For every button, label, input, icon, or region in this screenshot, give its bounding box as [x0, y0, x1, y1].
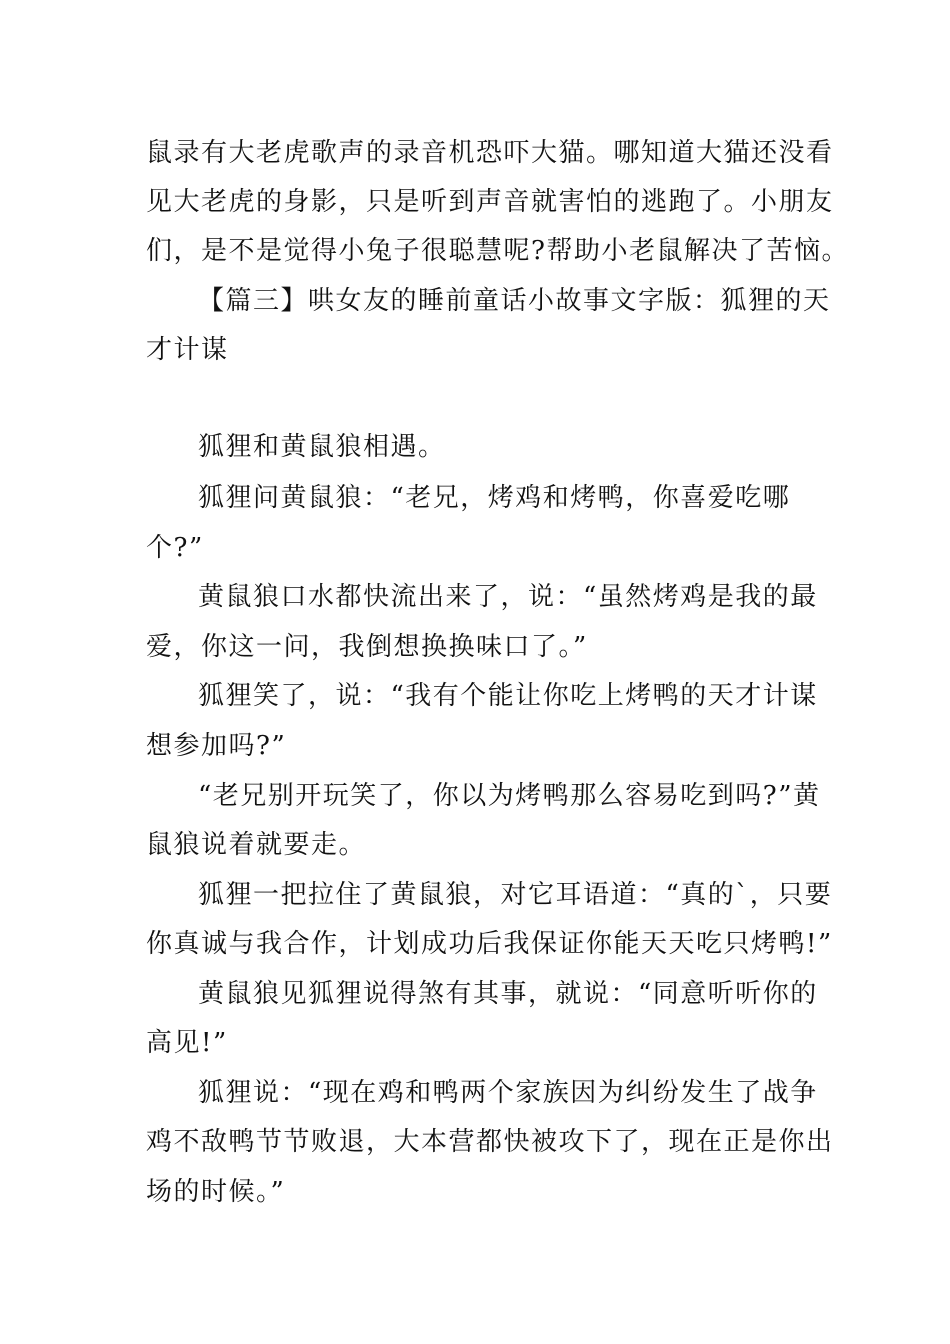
paragraph-line: 爱，你这一问，我倒想换换味口了。” [146, 632, 588, 662]
paragraph-line: 狐狸一把拉住了黄鼠狼，对它耳语道：“真的`，只要 [198, 880, 833, 910]
paragraph-line: 狐狸和黄鼠狼相遇。 [198, 432, 446, 462]
paragraph-line: 鼠狼说着就要走。 [146, 830, 367, 860]
paragraph-line: 个?” [146, 533, 204, 563]
section-heading-continuation: 才计谋 [146, 335, 229, 365]
paragraph-line: 狐狸笑了，说：“我有个能让你吃上烤鸭的天才计谋 [198, 681, 818, 711]
text-line: 们，是不是觉得小兔子很聪慧呢?帮助小老鼠解决了苦恼。 [146, 236, 849, 266]
paragraph-line: 场的时候。” [146, 1177, 286, 1207]
paragraph-line: 想参加吗?” [146, 731, 287, 761]
paragraph-line: 黄鼠狼见狐狸说得煞有其事，就说：“同意听听你的 [198, 979, 818, 1009]
section-heading: 【篇三】哄女友的睡前童话小故事文字版：狐狸的天 [198, 286, 831, 316]
paragraph-line: 黄鼠狼口水都快流出来了，说：“虽然烤鸡是我的最 [198, 582, 818, 612]
text-line: 鼠录有大老虎歌声的录音机恐吓大猫。哪知道大猫还没看 [146, 138, 834, 168]
paragraph-line: 鸡不敌鸭节节败退，大本营都快被攻下了，现在正是你出 [146, 1127, 834, 1157]
paragraph-line: 狐狸问黄鼠狼：“老兄，烤鸡和烤鸭，你喜爱吃哪 [198, 483, 791, 513]
paragraph-line: 你真诚与我合作，计划成功后我保证你能天天吃只烤鸭!” [146, 929, 833, 959]
text-line: 见大老虎的身影，只是听到声音就害怕的逃跑了。小朋友 [146, 187, 834, 217]
paragraph-line: 狐狸说：“现在鸡和鸭两个家族因为纠纷发生了战争 [198, 1078, 818, 1108]
paragraph-line: 高见!” [146, 1028, 228, 1058]
paragraph-line: “老兄别开玩笑了，你以为烤鸭那么容易吃到吗?”黄 [198, 781, 821, 811]
